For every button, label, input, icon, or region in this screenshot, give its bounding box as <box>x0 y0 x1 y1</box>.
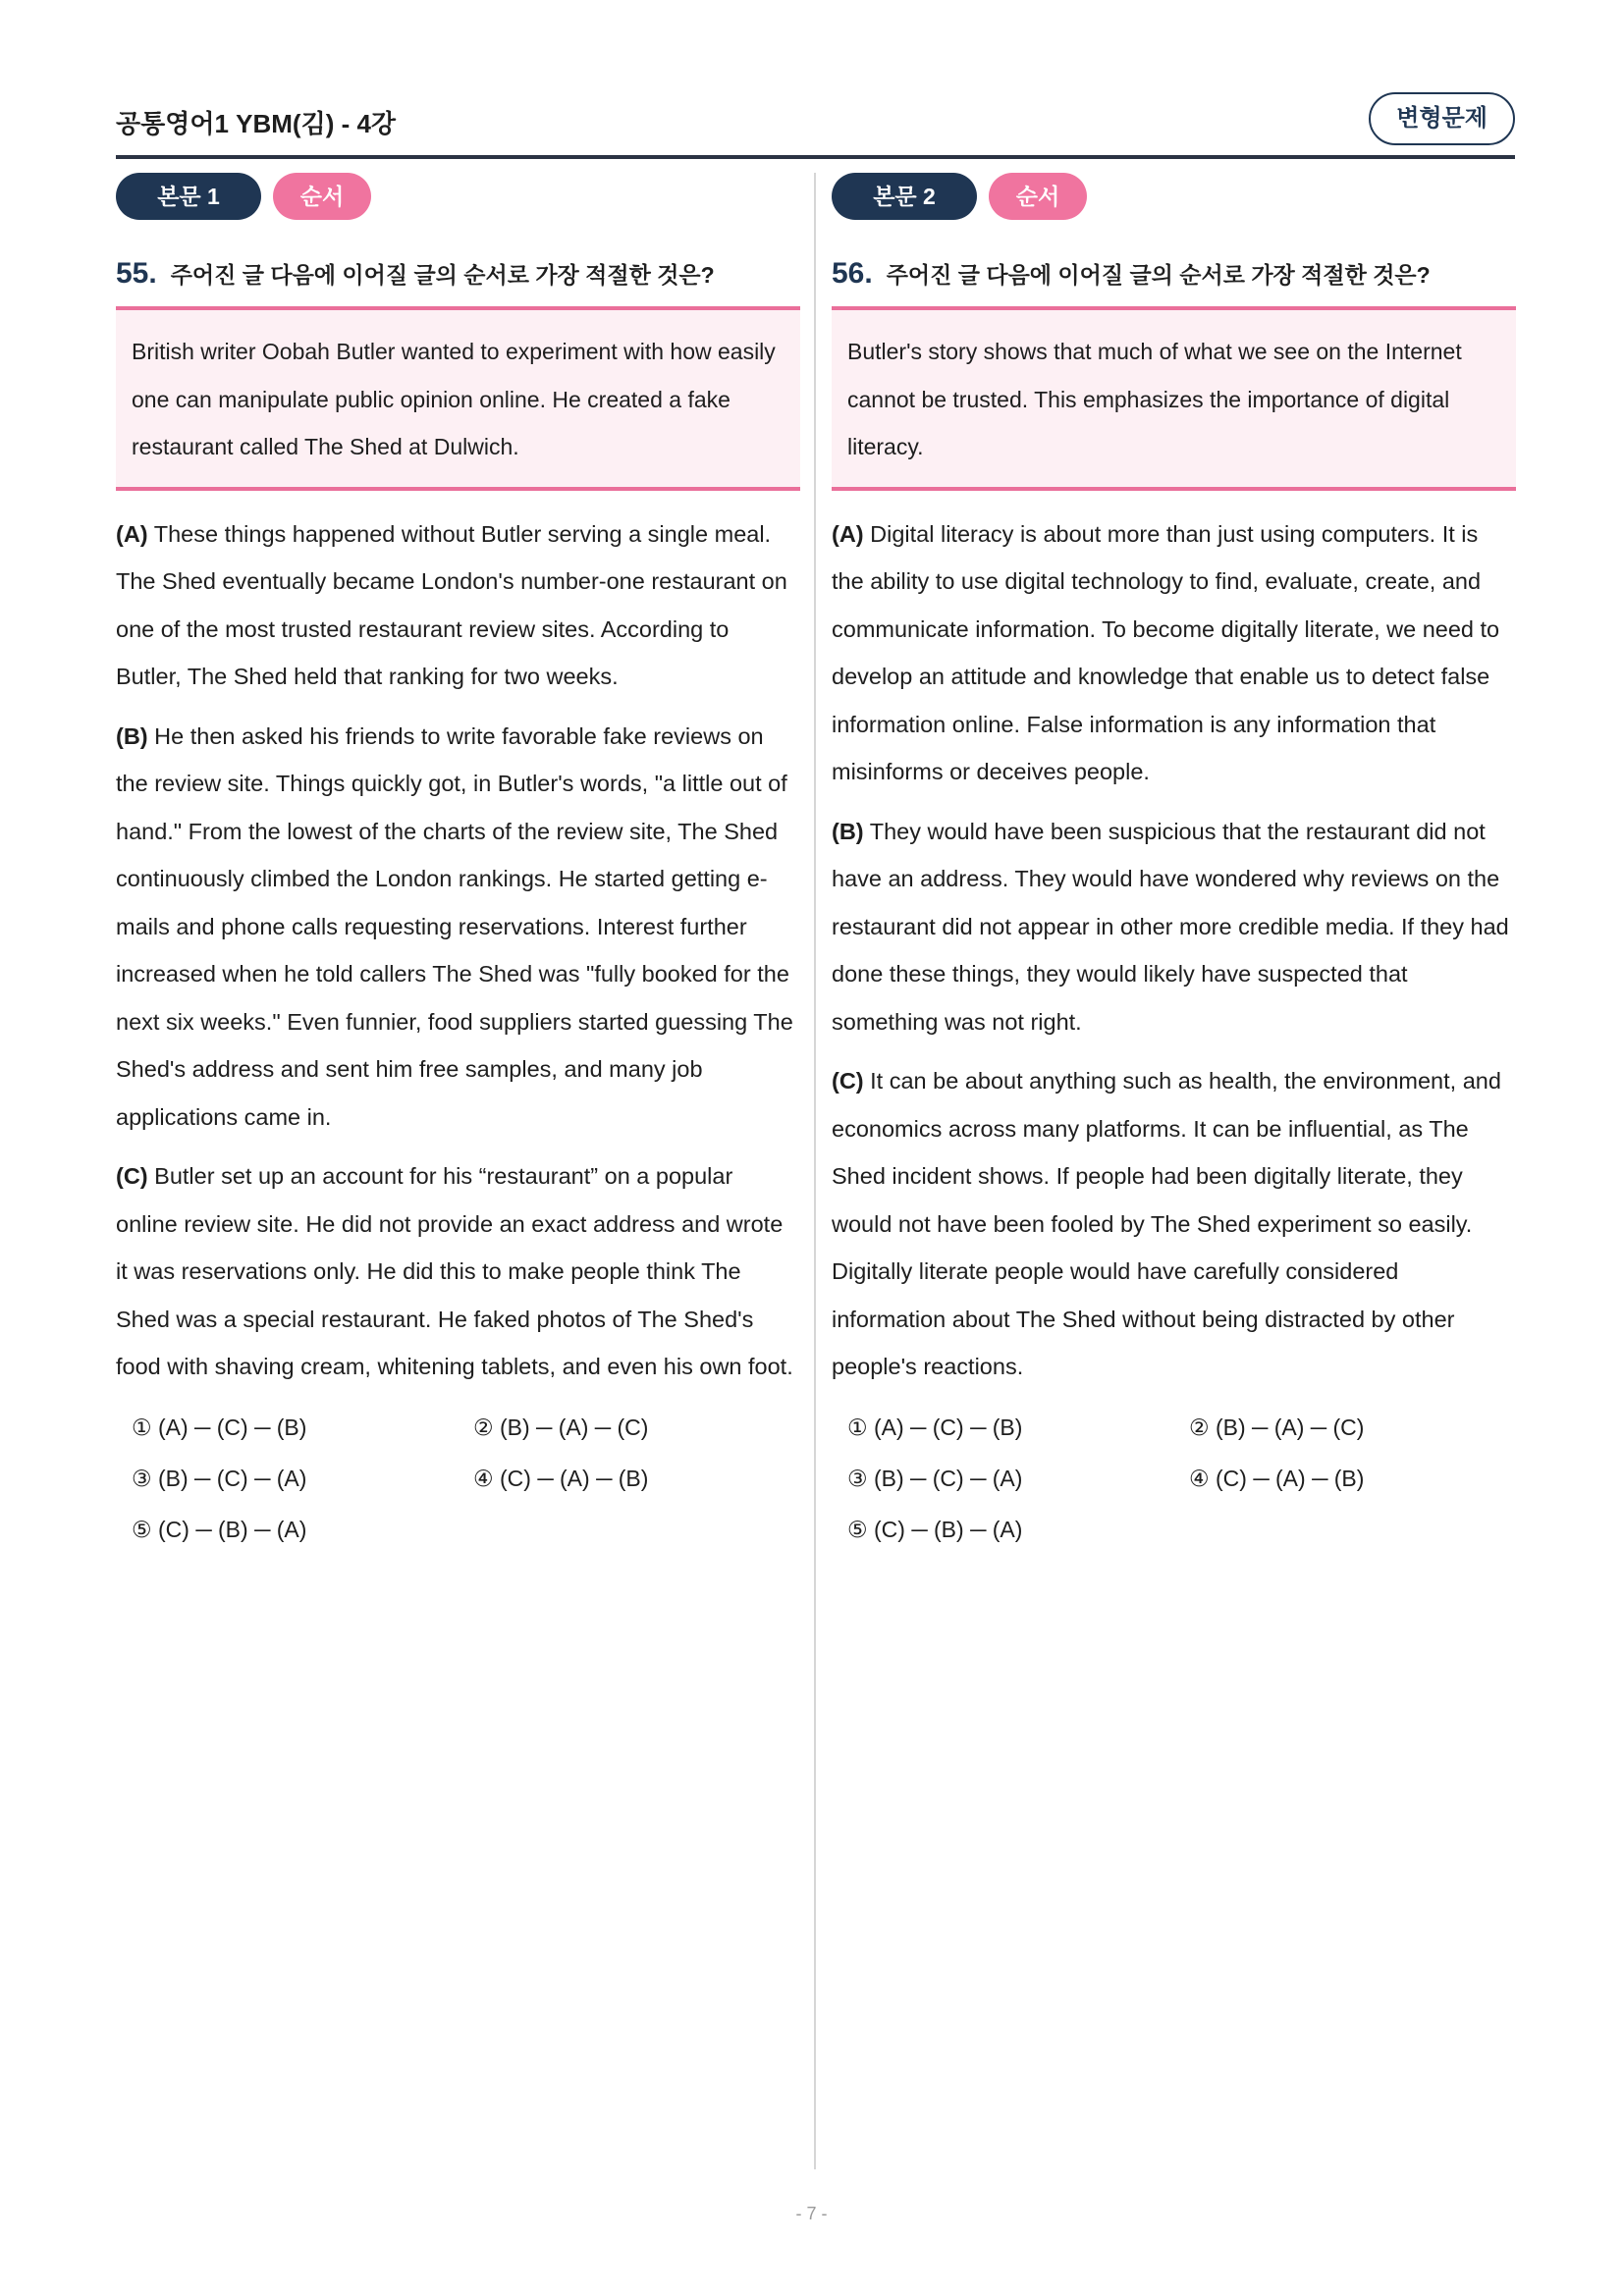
question-header <box>832 257 1516 302</box>
choice-3[interactable]: ③ (B) ─ (C) ─ (A) <box>132 1465 307 1491</box>
paragraph-label: (B) <box>832 818 864 844</box>
page-number: - 7 - <box>795 2204 828 2223</box>
choice-5[interactable]: ⑤ (C) ─ (B) ─ (A) <box>132 1516 307 1542</box>
paragraph-text: Digital literacy is about more than just using computers. It is the ability to use digital technology to find, evaluate, create, and communicate information. To become digitally literate, we need to develop an attitude and knowledge that enable us to detect false information online. False information is any information that misinforms or deceives people. <box>832 520 1500 784</box>
choice-1[interactable]: ① (A) ─ (C) ─ (B) <box>847 1414 1023 1440</box>
paragraph-text: They would have been suspicious that the restaurant did not have an address. They would have wondered why reviews on the restaurant did not appear in other more credible media. If they had done these things, they would likely have suspected that something was not right. <box>832 818 1509 1035</box>
paragraph-label: (C) <box>116 1163 148 1189</box>
choice-5[interactable]: ⑤ (C) ─ (B) ─ (A) <box>847 1516 1023 1542</box>
type-tag: 순서 <box>989 173 1087 220</box>
question-56 <box>832 173 1516 1552</box>
answer-choices <box>832 1405 1516 1552</box>
paragraph-label: (A) <box>832 520 864 547</box>
choice-4[interactable]: ④ (C) ─ (A) ─ (B) <box>1189 1465 1365 1491</box>
paragraph-label: (B) <box>116 722 148 749</box>
paragraph-text: Butler set up an account for his “restaurant” on a popular online review site. He did not provide an exact address and wrote it was reservations only. He did this to make people think The Shed was a special restaurant. He faked photos of The Shed's food with shaving cream, whitening tablets, and even his own foot. <box>116 1163 793 1379</box>
choice-4[interactable]: ④ (C) ─ (A) ─ (B) <box>473 1465 649 1491</box>
paragraph-label: (A) <box>116 520 148 547</box>
paragraph-text: It can be about anything such as health, the environment, and economics across many platforms. It can be influential, as The Shed incident shows. If people had been digitally literate, they would not have been fooled by The Shed experiment so easily. Digitally literate people would have carefully considered information about The Shed without being distracted by other people's reactions. <box>832 1068 1501 1379</box>
tag-row <box>832 173 1516 222</box>
choice-2[interactable]: ② (B) ─ (A) ─ (C) <box>473 1414 649 1440</box>
paragraph-b <box>832 808 1516 1046</box>
given-passage: Butler's story shows that much of what we see on the Internet cannot be trusted. This emphasizes the importance of digital literacy. <box>832 306 1516 491</box>
question-prompt: 주어진 글 다음에 이어질 글의 순서로 가장 적절한 것은? <box>170 262 715 288</box>
question-55 <box>116 173 800 1552</box>
question-prompt: 주어진 글 다음에 이어질 글의 순서로 가장 적절한 것은? <box>886 262 1431 288</box>
paragraph-text: He then asked his friends to write favorable fake reviews on the review site. Things quickly got, in Butler's words, "a little out of hand." From the lowest of the charts of the review site, The Shed continuously climbed the London rankings. He started getting e-mails and phone calls requesting reservations. Interest further increased when he told callers The Shed was "fully booked for the next six weeks." Even funnier, food suppliers started guessing The Shed's address and sent him free samples, and many job applications came in. <box>116 722 793 1130</box>
question-number: 55. <box>116 257 157 290</box>
page-header <box>116 92 1515 159</box>
question-header <box>116 257 800 302</box>
page-title: 공통영어1 YBM(김) - 4강 <box>116 109 397 138</box>
passage-tag: 본문 2 <box>832 173 977 220</box>
paragraph-label: (C) <box>832 1068 864 1094</box>
type-tag: 순서 <box>273 173 371 220</box>
tag-row <box>116 173 800 222</box>
paragraph-a <box>116 510 800 701</box>
passage-tag: 본문 1 <box>116 173 261 220</box>
paragraph-text: These things happened without Butler serving a single meal. The Shed eventually became London's number-one restaurant on one of the most trusted restaurant review sites. According to Butler, The Shed held that ranking for two weeks. <box>116 520 787 689</box>
paragraph-c <box>116 1152 800 1391</box>
choice-2[interactable]: ② (B) ─ (A) ─ (C) <box>1189 1414 1365 1440</box>
column-divider <box>814 173 816 2169</box>
paragraph-b <box>116 713 800 1142</box>
question-number: 56. <box>832 257 873 290</box>
paragraph-c <box>832 1057 1516 1391</box>
answer-choices <box>116 1405 800 1552</box>
choice-3[interactable]: ③ (B) ─ (C) ─ (A) <box>847 1465 1023 1491</box>
given-passage: British writer Oobah Butler wanted to experiment with how easily one can manipulate public opinion online. He created a fake restaurant called The Shed at Dulwich. <box>116 306 800 491</box>
choice-1[interactable]: ① (A) ─ (C) ─ (B) <box>132 1414 307 1440</box>
type-badge: 변형문제 <box>1369 92 1515 145</box>
paragraph-a <box>832 510 1516 796</box>
